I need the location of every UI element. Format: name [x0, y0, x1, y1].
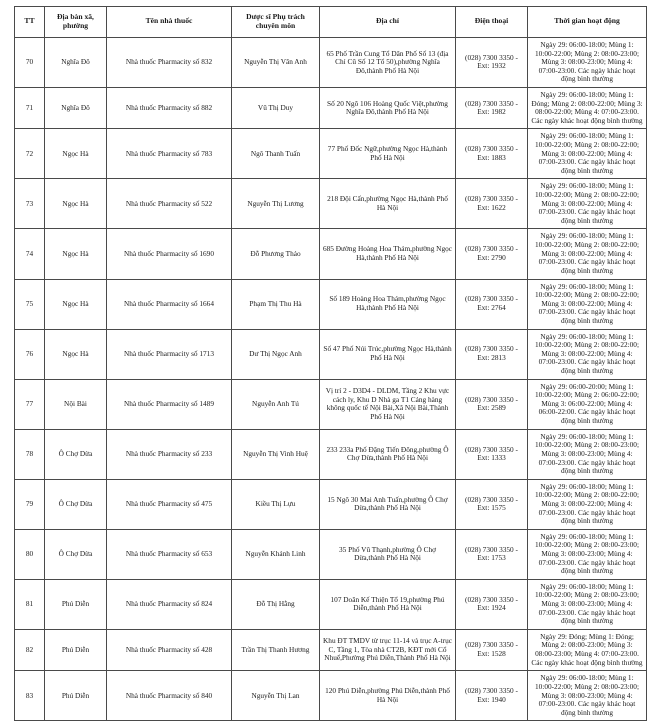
cell-hours: Ngày 29: 06:00-18:00; Mùng 1: 10:00-22:00; Mùng 2: 08:00-22:00; Mùng 3: 08:00-22:00; Mùng 4: 07:00-23:00. Các ngày khác hoạt động bình thường — [528, 329, 647, 379]
cell-pharmacy-name: Nhà thuốc Pharmacity số 653 — [107, 529, 232, 579]
table-row — [15, 37, 647, 87]
table-row — [15, 629, 647, 670]
cell-hours: Ngày 29: 06:00-18:00; Mùng 1: 10:00-22:00; Mùng 2: 08:00-22:00; Mùng 3: 08:00-22:00; Mùng 4: 07:00-23:00. Các ngày khác hoạt động bình thường — [528, 229, 647, 279]
cell-address: 685 Đường Hoàng Hoa Thám,phường Ngọc Hà,thành Phố Hà Nội — [320, 229, 456, 279]
cell-tt: 78 — [15, 429, 45, 479]
cell-hours: Ngày 29: 06:00-18:00; Mùng 1: 10:00-22:00; Mùng 2: 08:00-23:00; Mùng 3: 08:00-23:00; Mùng 4: 07:00-23:00. Các ngày khác hoạt động bình thường — [528, 429, 647, 479]
cell-tt: 83 — [15, 671, 45, 721]
table-header — [15, 7, 647, 38]
cell-hours: Ngày 29: 06:00-18:00; Mùng 1: 10:00-22:00; Mùng 2: 08:00-23:00; Mùng 3: 08:00-23:00; Mùng 4: 07:00-23:00. Các ngày khác hoạt động bình thường — [528, 529, 647, 579]
column-header-tt: TT — [15, 7, 45, 38]
cell-pharmacist: Nguyễn Thị Vinh Huệ — [232, 429, 320, 479]
table-row — [15, 379, 647, 429]
column-header-address: Địa chỉ — [320, 7, 456, 38]
cell-pharmacist: Đỗ Thị Hằng — [232, 579, 320, 629]
cell-phone: (028) 7300 3350 - Ext: 2764 — [456, 279, 528, 329]
cell-pharmacy-name: Nhà thuốc Pharmacity số 824 — [107, 579, 232, 629]
cell-pharmacy-name: Nhà thuốc Pharmacity số 1713 — [107, 329, 232, 379]
cell-hours: Ngày 29: Đóng; Mùng 1: Đóng; Mùng 2: 08:00-23:00; Mùng 3: 08:00-23:00; Mùng 4: 07:00-23:00. Các ngày khác hoạt động bình thường — [528, 629, 647, 670]
cell-address: 77 Phố Đốc Ngữ,phường Ngọc Hà,thành Phố Hà Nội — [320, 129, 456, 179]
cell-address: Khu ĐT TMDV từ trục 11-14 và trục A-trục C, Tầng 1, Tòa nhà CT2B, KĐT mới Cổ Nhuế,Phường Phú Diễn,Thành Phố Hà Nội — [320, 629, 456, 670]
table-row — [15, 129, 647, 179]
cell-ward: Ô Chợ Dừa — [45, 429, 107, 479]
pharmacy-schedule-table — [14, 6, 647, 721]
cell-hours: Ngày 29: 06:00-20:00; Mùng 1: 10:00-22:00; Mùng 2: 06:00-22:00; Mùng 3: 06:00-22:00; Mùng 4: 06:00-22:00. Các ngày khác hoạt động bình thường — [528, 379, 647, 429]
cell-address: Số 47 Phố Núi Trúc,phường Ngọc Hà,thành Phố Hà Nội — [320, 329, 456, 379]
cell-pharmacy-name: Nhà thuốc Pharmacity số 1489 — [107, 379, 232, 429]
cell-tt: 71 — [15, 87, 45, 128]
cell-ward: Nghĩa Đô — [45, 37, 107, 87]
cell-hours: Ngày 29: 06:00-18:00; Mùng 1: 10:00-22:00; Mùng 2: 08:00-22:00; Mùng 3: 08:00-22:00; Mùng 4: 07:00-23:00. Các ngày khác hoạt động bình thường — [528, 479, 647, 529]
cell-address: 65 Phố Trần Cung Tổ Dân Phố Số 13 (địa Chỉ Cũ Số 12 Tổ 50),phường Nghĩa Đô,thành Phố Hà Nội — [320, 37, 456, 87]
cell-tt: 75 — [15, 279, 45, 329]
cell-ward: Phú Diễn — [45, 629, 107, 670]
cell-pharmacist: Ngô Thanh Tuấn — [232, 129, 320, 179]
cell-pharmacist: Nguyễn Khánh Linh — [232, 529, 320, 579]
cell-ward: Ô Chợ Dừa — [45, 529, 107, 579]
cell-address: 218 Đội Cấn,phường Ngọc Hà,thành Phố Hà Nội — [320, 179, 456, 229]
cell-ward: Ngọc Hà — [45, 129, 107, 179]
cell-address: 233 233a Phố Đặng Tiến Đông,phường Ô Chợ Dừa,thành Phố Hà Nội — [320, 429, 456, 479]
table-row — [15, 529, 647, 579]
table-row — [15, 87, 647, 128]
cell-pharmacist: Nguyễn Anh Tú — [232, 379, 320, 429]
cell-address: 35 Phố Vũ Thạnh,phường Ô Chợ Dừa,thành Phố Hà Nội — [320, 529, 456, 579]
cell-ward: Nghĩa Đô — [45, 87, 107, 128]
cell-phone: (028) 7300 3350 - Ext: 1622 — [456, 179, 528, 229]
cell-pharmacist: Phạm Thị Thu Hà — [232, 279, 320, 329]
cell-pharmacist: Kiều Thị Lựu — [232, 479, 320, 529]
cell-phone: (028) 7300 3350 - Ext: 1333 — [456, 429, 528, 479]
cell-address: 107 Doãn Kế Thiện Tổ 19,phường Phú Diễn,thành Phố Hà Nội — [320, 579, 456, 629]
cell-ward: Ngọc Hà — [45, 329, 107, 379]
cell-phone: (028) 7300 3350 - Ext: 1753 — [456, 529, 528, 579]
cell-pharmacist: Đỗ Phương Thảo — [232, 229, 320, 279]
table-row — [15, 229, 647, 279]
cell-hours: Ngày 29: 06:00-18:00; Mùng 1: 10:00-22:00; Mùng 2: 08:00-23:00; Mùng 3: 08:00-23:00; Mùng 4: 07:00-23:00. Các ngày khác hoạt động bình thường — [528, 579, 647, 629]
column-header-phone: Điện thoại — [456, 7, 528, 38]
column-header-ward: Địa bàn xã, phường — [45, 7, 107, 38]
table-row — [15, 479, 647, 529]
column-header-pharmacy-name: Tên nhà thuốc — [107, 7, 232, 38]
cell-pharmacy-name: Nhà thuốc Pharmacity số 840 — [107, 671, 232, 721]
column-header-hours: Thời gian hoạt động — [528, 7, 647, 38]
cell-pharmacy-name: Nhà thuốc Pharmacity số 475 — [107, 479, 232, 529]
table-row — [15, 329, 647, 379]
cell-ward: Ngọc Hà — [45, 279, 107, 329]
cell-ward: Ngọc Hà — [45, 179, 107, 229]
cell-ward: Phú Diễn — [45, 579, 107, 629]
cell-pharmacy-name: Nhà thuốc Pharmacity số 882 — [107, 87, 232, 128]
cell-hours: Ngày 29: 06:00-18:00; Mùng 1: 10:00-22:00; Mùng 2: 08:00-22:00; Mùng 3: 08:00-22:00; Mùng 4: 07:00-23:00. Các ngày khác hoạt động bình thường — [528, 279, 647, 329]
cell-pharmacist: Trần Thị Thanh Hương — [232, 629, 320, 670]
cell-pharmacy-name: Nhà thuốc Pharmacity số 428 — [107, 629, 232, 670]
cell-phone: (028) 7300 3350 - Ext: 1883 — [456, 129, 528, 179]
cell-address: 120 Phú Diễn,phường Phú Diễn,thành Phố Hà Nội — [320, 671, 456, 721]
cell-pharmacy-name: Nhà thuốc Pharmacity số 1690 — [107, 229, 232, 279]
cell-tt: 81 — [15, 579, 45, 629]
cell-pharmacist: Nguyễn Thị Lan — [232, 671, 320, 721]
cell-phone: (028) 7300 3350 - Ext: 2813 — [456, 329, 528, 379]
cell-pharmacist: Vũ Thị Duy — [232, 87, 320, 128]
cell-tt: 73 — [15, 179, 45, 229]
cell-tt: 82 — [15, 629, 45, 670]
cell-phone: (028) 7300 3350 - Ext: 1982 — [456, 87, 528, 128]
cell-ward: Ô Chợ Dừa — [45, 479, 107, 529]
table-row — [15, 429, 647, 479]
cell-tt: 77 — [15, 379, 45, 429]
cell-address: 15 Ngõ 30 Mai Anh Tuấn,phường Ô Chợ Dừa,thành Phố Hà Nội — [320, 479, 456, 529]
cell-ward: Nội Bài — [45, 379, 107, 429]
cell-tt: 70 — [15, 37, 45, 87]
cell-pharmacy-name: Nhà thuốc Pharmacity số 832 — [107, 37, 232, 87]
table-row — [15, 279, 647, 329]
cell-tt: 79 — [15, 479, 45, 529]
cell-ward: Ngọc Hà — [45, 229, 107, 279]
table-header-row — [15, 7, 647, 38]
cell-address: Vị trí 2 - D3D4 - DLDM, Tầng 2 Khu vực cách ly, Khu D Nhà ga T1 Cảng hàng không quốc tế Nội Bài,Xã Nội Bài,Thành Phố Hà Nội — [320, 379, 456, 429]
cell-pharmacy-name: Nhà thuốc Pharmacity số 233 — [107, 429, 232, 479]
table-row — [15, 579, 647, 629]
cell-pharmacy-name: Nhà thuốc Pharmacity số 1664 — [107, 279, 232, 329]
cell-hours: Ngày 29: 06:00-18:00; Mùng 1: 10:00-22:00; Mùng 2: 08:00-23:00; Mùng 3: 08:00-23:00; Mùng 4: 07:00-23:00. Các ngày khác hoạt động bình thường — [528, 37, 647, 87]
cell-phone: (028) 7300 3350 - Ext: 1940 — [456, 671, 528, 721]
cell-phone: (028) 7300 3350 - Ext: 1575 — [456, 479, 528, 529]
cell-pharmacy-name: Nhà thuốc Pharmacity số 522 — [107, 179, 232, 229]
cell-tt: 72 — [15, 129, 45, 179]
cell-phone: (028) 7300 3350 - Ext: 1932 — [456, 37, 528, 87]
cell-hours: Ngày 29: 06:00-18:00; Mùng 1: 10:00-22:00; Mùng 2: 08:00-22:00; Mùng 3: 08:00-22:00; Mùng 4: 07:00-23:00. Các ngày khác hoạt động bình thường — [528, 179, 647, 229]
cell-phone: (028) 7300 3350 - Ext: 2790 — [456, 229, 528, 279]
cell-phone: (028) 7300 3350 - Ext: 2589 — [456, 379, 528, 429]
cell-pharmacist: Dư Thị Ngọc Anh — [232, 329, 320, 379]
table-row — [15, 179, 647, 229]
cell-address: Số 189 Hoàng Hoa Thám,phường Ngọc Hà,thành Phố Hà Nội — [320, 279, 456, 329]
cell-tt: 80 — [15, 529, 45, 579]
table-body — [15, 37, 647, 720]
cell-pharmacist: Nguyễn Thị Lương — [232, 179, 320, 229]
cell-hours: Ngày 29: 06:00-18:00; Mùng 1: Đóng; Mùng 2: 08:00-22:00; Mùng 3: 08:00-22:00; Mùng 4: 07:00-23:00. Các ngày khác hoạt động bình thường — [528, 87, 647, 128]
cell-phone: (028) 7300 3350 - Ext: 1924 — [456, 579, 528, 629]
column-header-pharmacist: Dược sĩ Phụ trách chuyên môn — [232, 7, 320, 38]
cell-pharmacy-name: Nhà thuốc Pharmacity số 783 — [107, 129, 232, 179]
table-row — [15, 671, 647, 721]
cell-ward: Phú Diễn — [45, 671, 107, 721]
cell-pharmacist: Nguyễn Thị Vân Anh — [232, 37, 320, 87]
cell-hours: Ngày 29: 06:00-18:00; Mùng 1: 10:00-22:00; Mùng 2: 08:00-22:00; Mùng 3: 08:00-22:00; Mùng 4: 07:00-23:00. Các ngày khác hoạt động bình thường — [528, 129, 647, 179]
cell-phone: (028) 7300 3350 - Ext: 1528 — [456, 629, 528, 670]
cell-hours: Ngày 29: 06:00-18:00; Mùng 1: 10:00-22:00; Mùng 2: 08:00-23:00; Mùng 3: 08:00-23:00; Mùng 4: 07:00-23:00. Các ngày khác hoạt động bình thường — [528, 671, 647, 721]
cell-address: Số 20 Ngõ 106 Hoàng Quốc Việt,phường Nghĩa Đô,thành Phố Hà Nội — [320, 87, 456, 128]
cell-tt: 74 — [15, 229, 45, 279]
cell-tt: 76 — [15, 329, 45, 379]
